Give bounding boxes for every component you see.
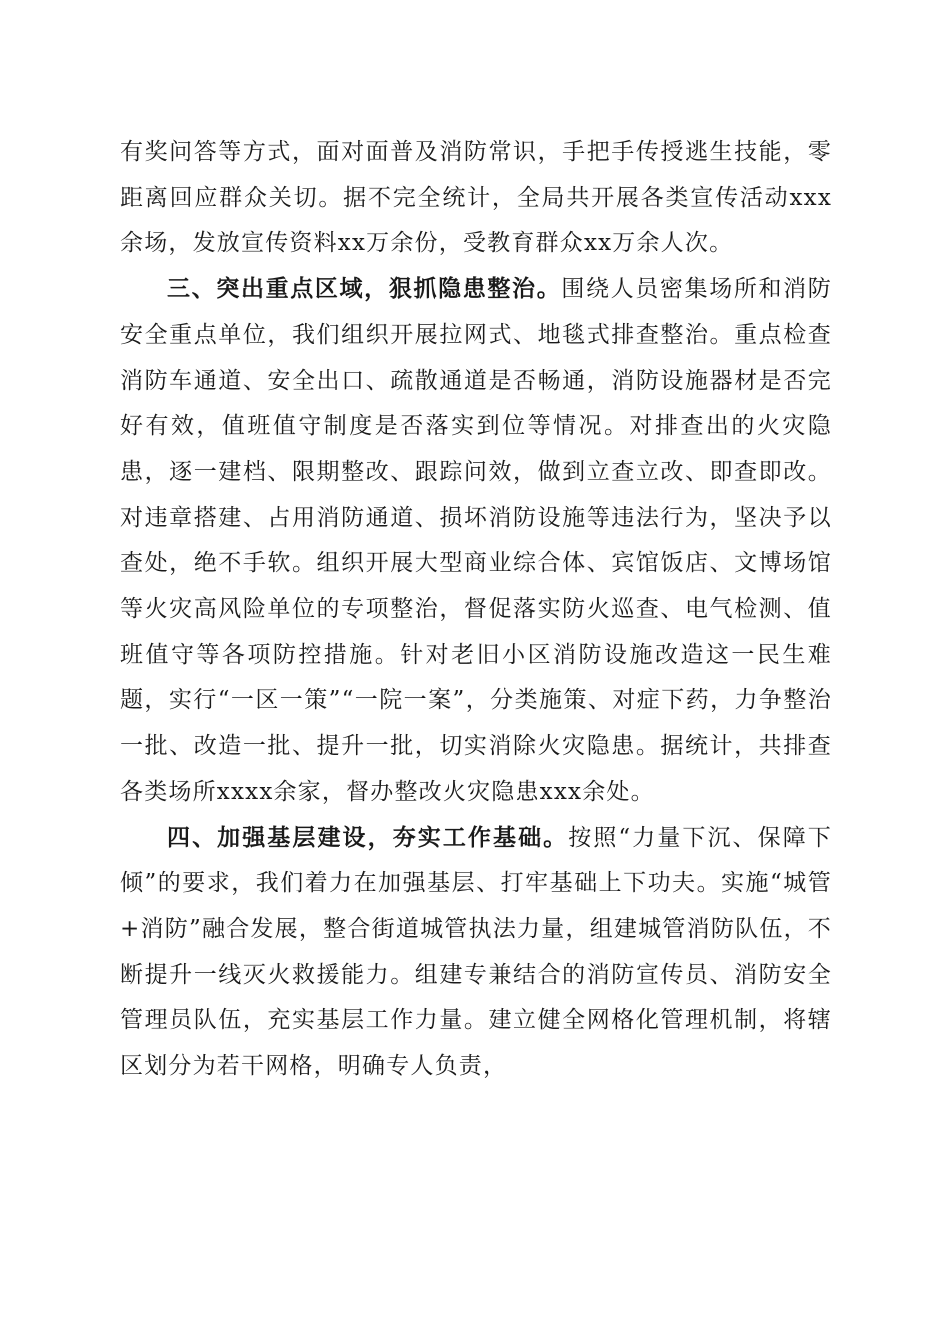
section-heading-3: 三、突出重点区域，狠抓隐患整治。	[167, 276, 562, 303]
paragraph-text: 围绕人员密集场所和消防安全重点单位，我们组织开展拉网式、地毯式排查整治。重点检查消防车通道、安全出口、疏散通道是否畅通，消防设施器材是否完好有效，值班值守制度是否落实到位等情况。对排查出的火灾隐患，逐一建档、限期整改、跟踪问效，做到立查立改、即查即改。对违章搭建、占用消防通道、损坏消防设施等违法行为，坚决予以查处，绝不手软。组织开展大型商业综合体、宾馆饭店、文博场馆等火灾高风险单位的专项整治，督促落实防火巡查、电气检测、值班值守等各项防控措施。针对老旧小区消防设施改造这一民生难题，实行“一区一策”“一院一案”，分类施策、对症下药，力争整治一批、改造一批、提升一批，切实消除火灾隐患。据统计，共排查各类场所xxxx余家，督办整改火灾隐患xxx余处。	[120, 276, 833, 805]
section-heading-4: 四、加强基层建设，夯实工作基础。	[167, 824, 569, 851]
paragraph-text: 按照“力量下沉、保障下倾”的要求，我们着力在加强基层、打牢基础上下功夫。实施“城管+消防”融合发展，整合街道城管执法力量，组建城管消防队伍，不断提升一线灭火救援能力。组建专兼结合的消防宣传员、消防安全管理员队伍，充实基层工作力量。建立健全网格化管理机制，将辖区划分为若干网格，明确专人负责，	[120, 824, 832, 1080]
document-page	[120, 130, 832, 1090]
paragraph-grassroots-building	[120, 816, 832, 1090]
paragraph-publicity-summary	[120, 130, 832, 267]
paragraph-hazard-rectification	[120, 267, 832, 815]
paragraph-text: 有奖问答等方式，面对面普及消防常识，手把手传授逃生技能，零距离回应群众关切。据不完全统计，全局共开展各类宣传活动xxx余场，发放宣传资料xx万余份，受教育群众xx万余人次。	[120, 139, 832, 257]
